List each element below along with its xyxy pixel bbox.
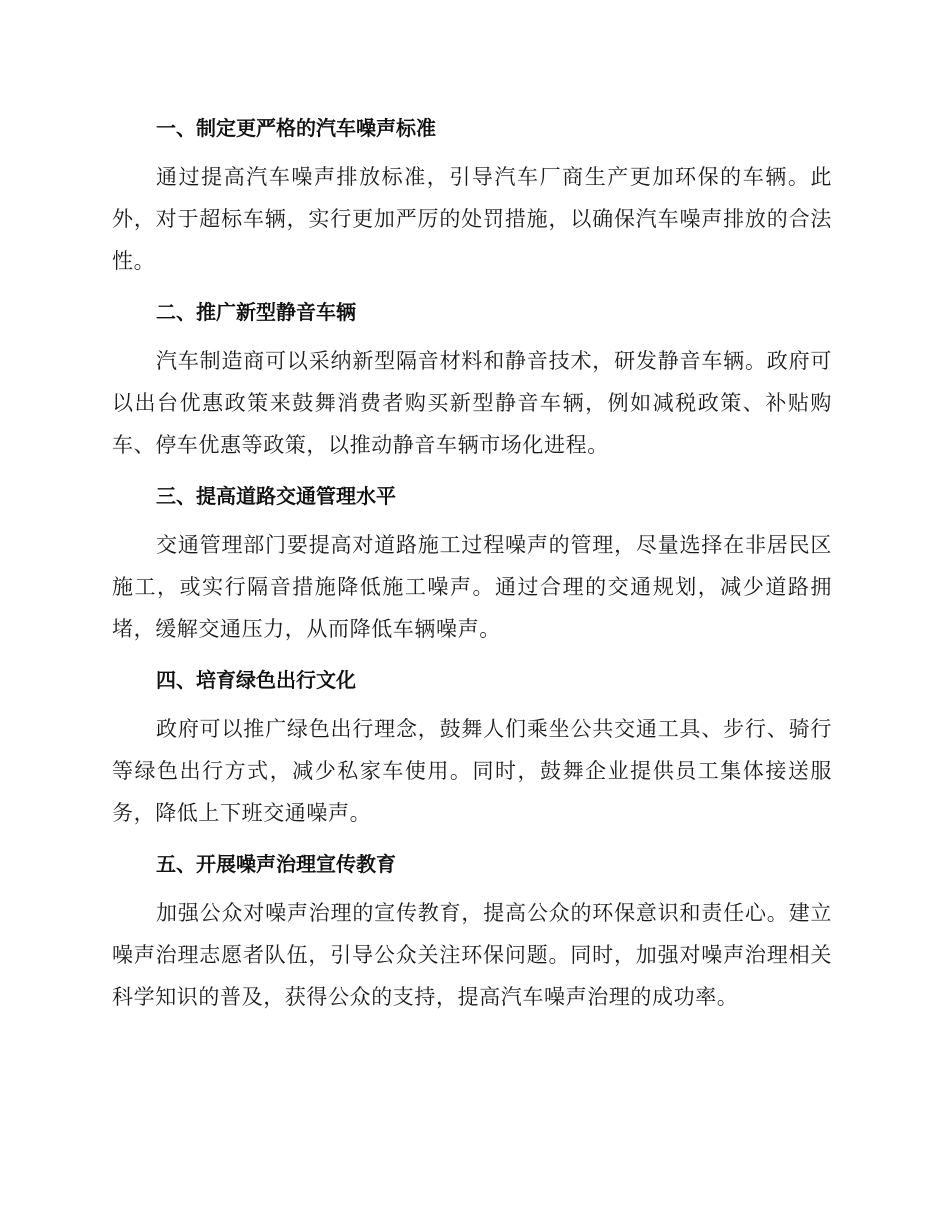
section-heading: 三、提高道路交通管理水平: [156, 484, 396, 508]
section-paragraph: 加强公众对噪声治理的宣传教育，提高公众的环保意识和责任心。建立噪声治理志愿者队伍，引导公众关注环保问题。同时，加强对噪声治理相关科学知识的普及，获得公众的支持，提高汽车噪声治理的成功率。: [112, 901, 832, 1009]
section-heading: 四、培育绿色出行文化: [156, 668, 356, 692]
section-4: [112, 660, 832, 834]
section-1: [112, 108, 832, 282]
section-paragraph: 政府可以推广绿色出行理念，鼓舞人们乘坐公共交通工具、步行、骑行等绿色出行方式，减少私家车使用。同时，鼓舞企业提供员工集体接送服务，降低上下班交通噪声。: [112, 717, 832, 825]
section-5: [112, 844, 832, 1018]
section-paragraph: 通过提高汽车噪声排放标准，引导汽车厂商生产更加环保的车辆。此外，对于超标车辆，实行更加严厉的处罚措施，以确保汽车噪声排放的合法性。: [112, 165, 832, 273]
section-3: [112, 476, 832, 650]
section-paragraph: 汽车制造商可以采纳新型隔音材料和静音技术，研发静音车辆。政府可以出台优惠政策来鼓舞消费者购买新型静音车辆，例如减税政策、补贴购车、停车优惠等政策，以推动静音车辆市场化进程。: [112, 349, 832, 457]
section-2: [112, 292, 832, 466]
section-heading: 五、开展噪声治理宣传教育: [156, 852, 396, 876]
section-paragraph: 交通管理部门要提高对道路施工过程噪声的管理，尽量选择在非居民区施工，或实行隔音措施降低施工噪声。通过合理的交通规划，减少道路拥堵，缓解交通压力，从而降低车辆噪声。: [112, 533, 832, 641]
section-heading: 二、推广新型静音车辆: [156, 300, 356, 324]
document-body: [112, 108, 832, 1028]
section-heading: 一、制定更严格的汽车噪声标准: [156, 116, 436, 140]
